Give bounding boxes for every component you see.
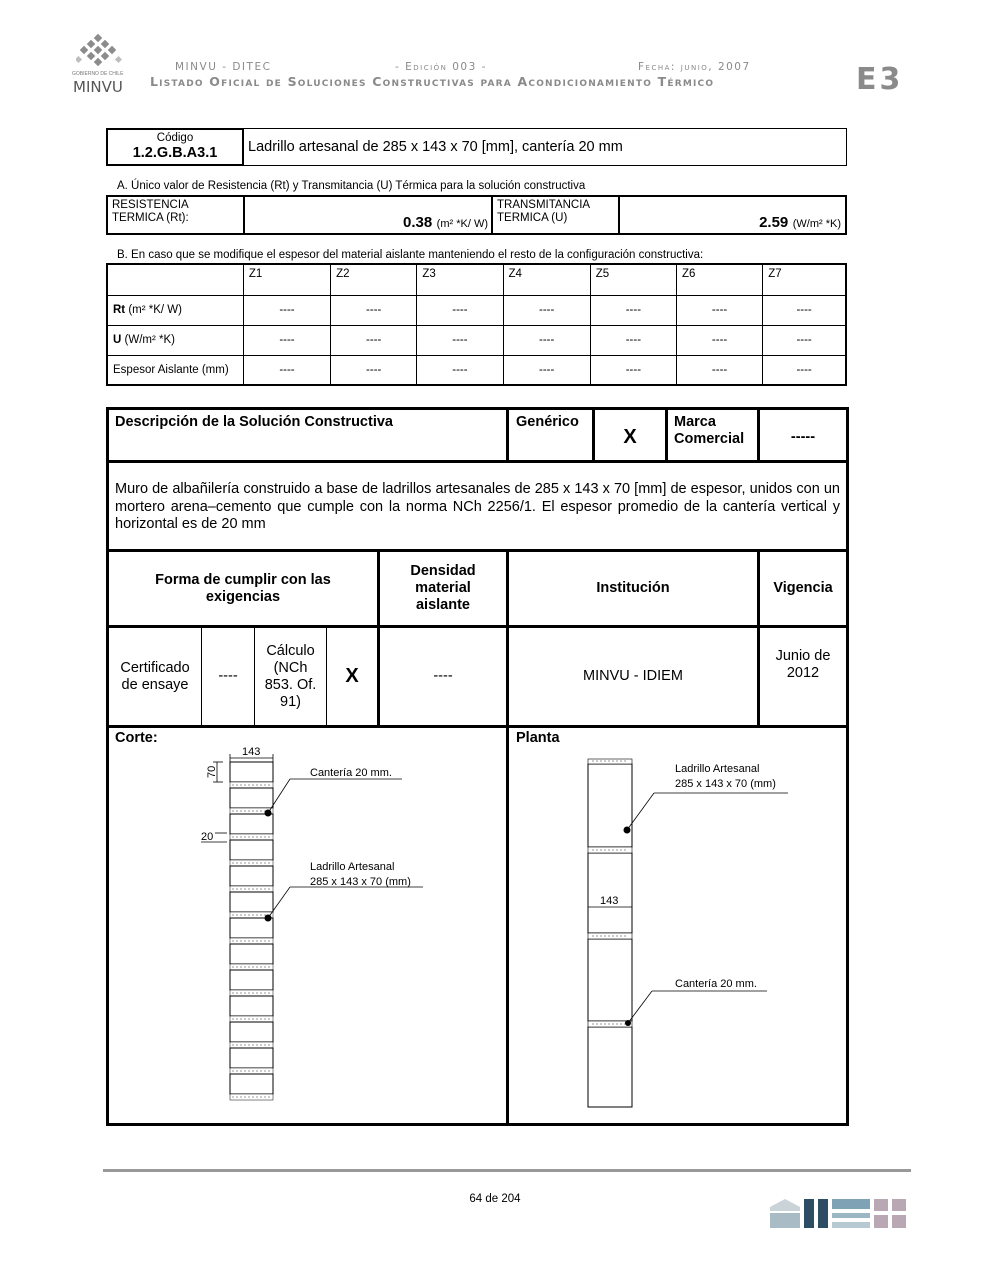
header-title: Listado Oficial de Soluciones Constructivas para Acondicionamiento Térmico	[150, 74, 715, 89]
planta-callout-joint: Cantería 20 mm.	[675, 978, 757, 990]
table-cell: ----	[590, 295, 676, 325]
table-cell: ----	[503, 325, 590, 355]
table-cell: ----	[590, 355, 676, 385]
table-cell: ----	[331, 325, 417, 355]
marca-label: Marca Comercial	[674, 414, 745, 447]
solution-description: Muro de albañilería construido a base de ladrillos artesanales de 285 x 143 x 70 [mm] de espesor, unidos con un mortero arena–cemento que cumple con la norma NCh 2256/1. El espesor promedio de la cantería vertical y horizontal es de 20 mm	[115, 481, 840, 532]
planta-dim-width: 143	[600, 895, 619, 907]
forma-header: Forma de cumplir con las exigencias	[155, 571, 331, 605]
description-header: Descripción de la Solución Constructiva	[115, 414, 393, 430]
corte-brick	[230, 1074, 273, 1094]
calculo-label: Cálculo (NCh 853. Of. 91)	[264, 642, 317, 710]
header-code: E3	[856, 62, 904, 97]
table-cell: ----	[243, 325, 330, 355]
header-edition: - Edición 003 -	[395, 61, 487, 73]
footer-logo-icon	[770, 1197, 910, 1229]
corte-label: Corte:	[115, 730, 158, 746]
corte-dim-width: 143	[242, 746, 261, 758]
calculo-mark: X	[345, 665, 359, 687]
corte-brick	[230, 814, 273, 834]
table-cell: ----	[503, 295, 590, 325]
row-label: Rt (m² *K/ W)	[107, 295, 243, 325]
densidad-header: Densidad material aislante	[410, 563, 476, 613]
corte-brick	[230, 762, 273, 782]
zone-header: Z1	[243, 264, 330, 295]
table-cell: ----	[676, 355, 762, 385]
zone-header: Z3	[417, 264, 503, 295]
zone-header-row	[107, 264, 846, 295]
corte-brick	[230, 944, 273, 964]
table-cell: ----	[243, 295, 330, 325]
generico-mark: X	[623, 425, 637, 448]
zone-header: Z5	[590, 264, 676, 295]
planta-callout-brick-2: 285 x 143 x 70 (mm)	[675, 778, 776, 790]
certificado-label: Certificado de ensaye	[120, 659, 190, 693]
logo-caption: GOBIERNO DE CHILE	[72, 71, 124, 77]
marca-value: -----	[790, 428, 816, 445]
planta-callout-brick-1: Ladrillo Artesanal	[675, 763, 760, 775]
zone-header: Z6	[676, 264, 762, 295]
zone-header: Z7	[763, 264, 846, 295]
rt-value: 0.38 (m² *K/ W)	[403, 214, 488, 231]
corte-brick	[230, 970, 273, 990]
table-row	[107, 355, 846, 385]
codigo-description: Ladrillo artesanal de 285 x 143 x 70 [mm], cantería 20 mm	[248, 139, 623, 155]
u-label: TRANSMITANCIA TERMICA (U)	[497, 199, 591, 224]
corte-callout-brick-2: 285 x 143 x 70 (mm)	[310, 876, 411, 888]
table-row	[107, 295, 846, 325]
codigo-box	[106, 128, 244, 166]
institucion-value: MINVU - IDIEM	[583, 668, 683, 684]
logo-text: MINVU	[73, 78, 123, 96]
corte-brick	[230, 788, 273, 808]
corte-dim-height: 70	[206, 765, 218, 778]
table-cell: ----	[417, 325, 503, 355]
corte-brick	[230, 892, 273, 912]
table-cell: ----	[503, 355, 590, 385]
corte-brick	[230, 1022, 273, 1042]
institucion-header: Institución	[596, 580, 670, 596]
section-b-title: B. En caso que se modifique el espesor del material aislante manteniendo el resto de la configuración constructiva:	[117, 249, 704, 261]
zone-header-empty	[107, 264, 243, 295]
footer-divider	[103, 1169, 911, 1172]
section-a-title: A. Único valor de Resistencia (Rt) y Transmitancia (U) Térmica para la solución constructiva	[117, 180, 586, 192]
u-value: 2.59 (W/m² *K)	[759, 214, 841, 231]
planta-label: Planta	[516, 730, 560, 746]
planta-drawing	[580, 755, 810, 1115]
codigo-description-box	[242, 128, 847, 166]
rt-label: RESISTENCIA TERMICA (Rt):	[112, 199, 189, 224]
table-cell: ----	[763, 355, 846, 385]
table-row	[107, 325, 846, 355]
table-cell: ----	[590, 325, 676, 355]
corte-callout-brick-1: Ladrillo Artesanal	[310, 861, 395, 873]
vigencia-value: Junio de 2012	[775, 648, 831, 681]
section-b-table	[106, 263, 847, 386]
header-date: Fecha: junio, 2007	[638, 61, 751, 73]
table-cell: ----	[676, 325, 762, 355]
table-cell: ----	[417, 295, 503, 325]
corte-drawing	[195, 742, 445, 1112]
table-cell: ----	[331, 295, 417, 325]
codigo-label: Código	[156, 132, 194, 144]
vigencia-header: Vigencia	[773, 580, 833, 596]
table-cell: ----	[763, 325, 846, 355]
corte-callout-joint: Cantería 20 mm.	[310, 767, 392, 779]
header-ditec: MINVU - DITEC	[175, 61, 272, 73]
zone-header: Z2	[331, 264, 417, 295]
table-cell: ----	[243, 355, 330, 385]
codigo-value: 1.2.G.B.A3.1	[132, 145, 218, 161]
corte-brick	[230, 1048, 273, 1068]
corte-brick	[230, 996, 273, 1016]
generico-label: Genérico	[516, 414, 579, 430]
section-a-table	[106, 195, 847, 235]
table-cell: ----	[763, 295, 846, 325]
row-label: U (W/m² *K)	[107, 325, 243, 355]
table-cell: ----	[676, 295, 762, 325]
table-cell: ----	[417, 355, 503, 385]
minvu-logo-icon	[76, 33, 122, 73]
densidad-value: ----	[433, 668, 453, 684]
table-cell: ----	[331, 355, 417, 385]
page-number: 64 de 204	[469, 1193, 521, 1205]
corte-brick	[230, 866, 273, 886]
row-label: Espesor Aislante (mm)	[107, 355, 243, 385]
corte-brick	[230, 840, 273, 860]
certificado-value: ----	[218, 668, 238, 684]
zone-header: Z4	[503, 264, 590, 295]
corte-dim-joint: 20	[201, 831, 214, 843]
